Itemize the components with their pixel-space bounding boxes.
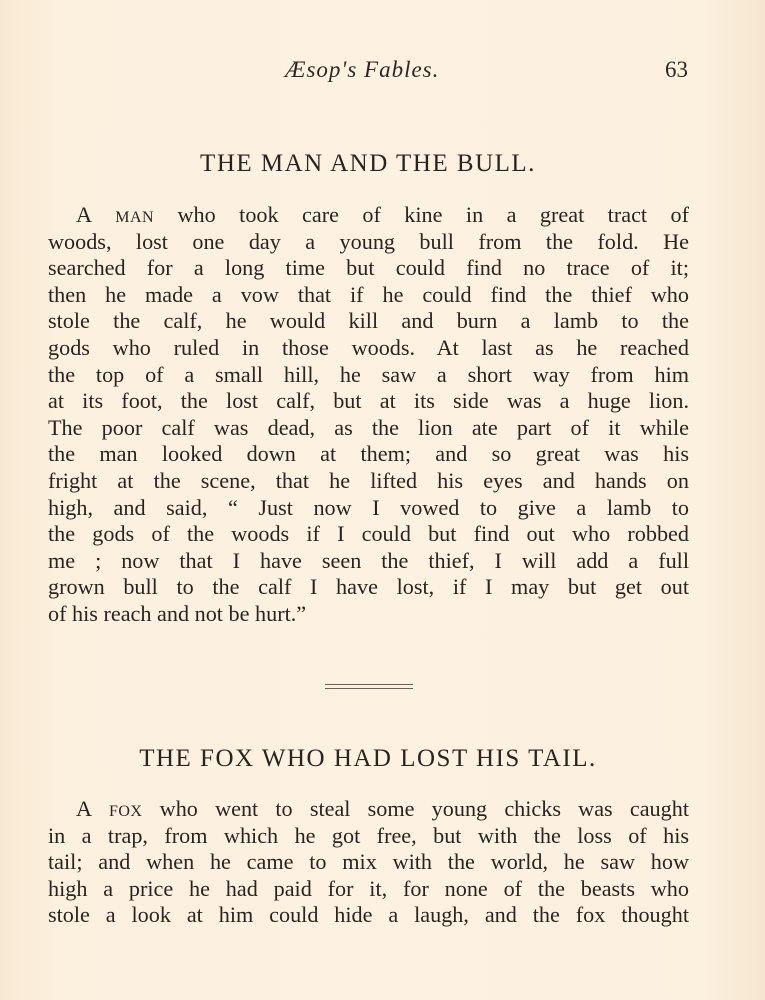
paragraph-line: gods who ruled in those woods. At last as he reached: [48, 334, 689, 360]
paragraph-line: the gods of the woods if I could but find out who robbed: [48, 521, 689, 547]
paragraph-line: stole the calf, he would kill and burn a lamb to the: [48, 308, 689, 334]
story-body-fox-lost-tail: [48, 796, 689, 929]
paragraph-line: of his reach and not be hurt.”: [48, 600, 307, 626]
paragraph-line: grown bull to the calf I have lost, if I may but get out: [48, 574, 689, 600]
paragraph-line: The poor calf was dead, as the lion ate part of it while: [48, 414, 689, 440]
story-title-fox-lost-tail: THE FOX WHO HAD LOST HIS TAIL.: [139, 745, 597, 772]
paragraph-line: the top of a small hill, he saw a short way from him: [48, 361, 689, 387]
paragraph-line: the man looked down at them; and so great was his: [48, 441, 689, 467]
paragraph-line: searched for a long time but could find no trace of it;: [48, 255, 689, 281]
paragraph-line: A man who took care of kine in a great tract of: [76, 202, 689, 227]
paragraph-line: me ; now that I have seen the thief, I will add a full: [48, 547, 689, 573]
paragraph-line: A fox who went to steal some young chicks was caught: [76, 796, 690, 821]
running-header: [0, 57, 765, 87]
paragraph-line: stole a look at him could hide a laugh, and the fox thought: [48, 902, 689, 928]
opening-word: A fox: [76, 796, 143, 821]
opening-word: A man: [76, 202, 155, 227]
story-title-man-and-bull: THE MAN AND THE BULL.: [200, 150, 536, 177]
paragraph-line: tail; and when he came to mix with the world, he saw how: [48, 849, 689, 875]
paragraph-line: then he made a vow that if he could find the thief who: [48, 281, 689, 307]
running-title: Æsop's Fables.: [285, 57, 440, 82]
paragraph-line: in a trap, from which he got free, but with the loss of his: [48, 822, 689, 848]
story-body-man-and-bull: [48, 202, 689, 628]
page-number: 63: [665, 57, 688, 82]
paragraph-line: woods, lost one day a young bull from the fold. He: [48, 228, 689, 254]
paragraph-line: fright at the scene, that he lifted his eyes and hands on: [48, 467, 689, 493]
paragraph-line: high, and said, “ Just now I vowed to give a lamb to: [48, 494, 689, 520]
paragraph-line: at its foot, the lost calf, but at its side was a huge lion.: [48, 388, 689, 414]
section-divider: [325, 683, 413, 690]
paragraph-line: high a price he had paid for it, for none of the beasts who: [48, 875, 689, 901]
